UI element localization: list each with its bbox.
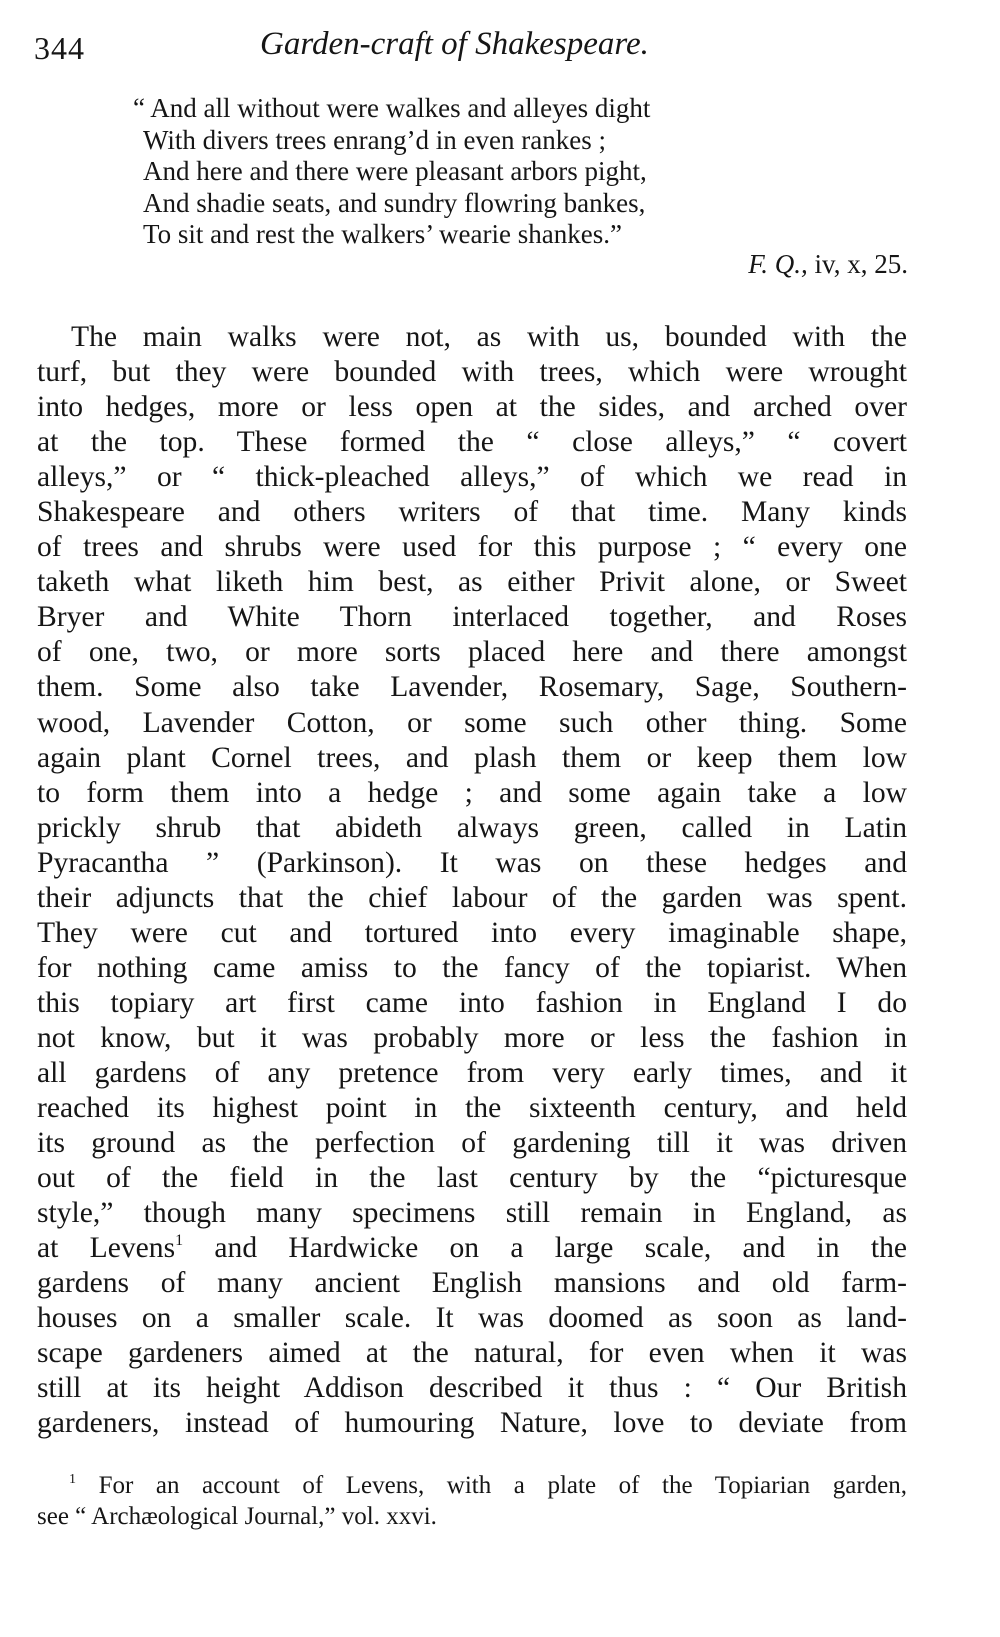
body-line: prickly shrub that abideth always green, called in Latin [37,811,907,844]
verse-line: And here and there were pleasant arbors pight, [143,156,647,186]
running-title: Garden-craft of Shakespeare. [260,26,649,62]
body-line-with-footnote-ref [37,1231,907,1266]
body-line: style,” though many specimens still remain in England, as [37,1197,907,1230]
body-line: not know, but it was probably more or less the fashion in [37,1021,907,1054]
body-line: Bryer and White Thorn interlaced together, and Roses [37,601,907,634]
body-line: wood, Lavender Cotton, or some such other thing. Some [37,706,907,739]
body-line: of one, two, or more sorts placed here and there amongst [37,636,907,669]
body-line: They were cut and tortured into every imaginable shape, [37,916,907,949]
body-line: houses on a smaller scale. It was doomed as soon as land- [37,1302,907,1335]
body-line: turf, but they were bounded with trees, which were wrought [37,356,907,389]
footnote-reference-mark[interactable]: 1 [175,1232,184,1250]
body-line: them. Some also take Lavender, Rosemary, Sage, Southern- [37,671,907,704]
body-line: at the top. These formed the “ close alleys,” “ covert [37,426,907,459]
body-line: its ground as the perfection of gardening till it was driven [37,1127,907,1160]
body-line: into hedges, more or less open at the sides, and arched over [37,391,907,424]
body-line-text: and Hardwicke on a large scale, and in the [183,1232,907,1265]
verse-line: With divers trees enrang’d in even rankes ; [143,124,606,155]
footnote-mark: 1 [69,1472,76,1487]
body-line-text: at Levens [37,1232,176,1265]
body-paragraph [37,320,907,1442]
body-line: out of the field in the last century by the “picturesque [37,1162,907,1195]
footnote [37,1470,907,1532]
body-line: Pyracantha ” (Parkinson). It was on these hedges and [37,846,907,879]
verse-citation [748,249,908,280]
body-line: this topiary art first came into fashion in England I do [37,986,907,1019]
verse-line: To sit and rest the walkers’ wearie shankes.” [143,219,622,249]
body-line: their adjuncts that the chief labour of the garden was spent. [37,881,907,914]
body-line: alleys,” or “ thick-pleached alleys,” of which we read in [37,461,907,494]
body-line: gardens of many ancient English mansions and old farm- [37,1267,907,1300]
body-line: taketh what liketh him best, as either Privit alone, or Sweet [37,566,907,599]
body-line: still at its height Addison described it thus : “ Our British [37,1372,907,1405]
verse-quotation [133,93,913,251]
body-line: reached its highest point in the sixteenth century, and held [37,1092,907,1125]
body-line: for nothing came amiss to the fancy of the topiarist. When [37,951,907,984]
body-line: Shakespeare and others writers of that time. Many kinds [37,496,907,529]
body-line: to form them into a hedge ; and some again take a low [37,776,907,809]
running-head [34,26,954,66]
body-line: all gardens of any pretence from very early times, and it [37,1056,907,1089]
verse-line: “ And all without were walkes and alleyes dight [133,93,651,123]
body-line: scape gardeners aimed at the natural, for even when it was [37,1337,907,1370]
footnote-line: see “ Archæological Journal,” vol. xxvi. [37,1503,437,1530]
body-line: of trees and shrubs were used for this purpose ; “ every one [37,531,907,564]
body-line: The main walks were not, as with us, bounded with the [71,321,907,353]
citation-place: iv, x, 25. [807,249,908,279]
body-line: gardeners, instead of humouring Nature, love to deviate from [37,1407,907,1440]
citation-work: F. Q., [748,249,808,279]
footnote-line [37,1470,907,1501]
page-number: 344 [34,30,85,66]
body-line: again plant Cornel trees, and plash them or keep them low [37,741,907,774]
footnote-text: For an account of Levens, with a plate of the Topiarian garden, [76,1472,907,1499]
verse-line: And shadie seats, and sundry flowring bankes, [143,187,646,218]
